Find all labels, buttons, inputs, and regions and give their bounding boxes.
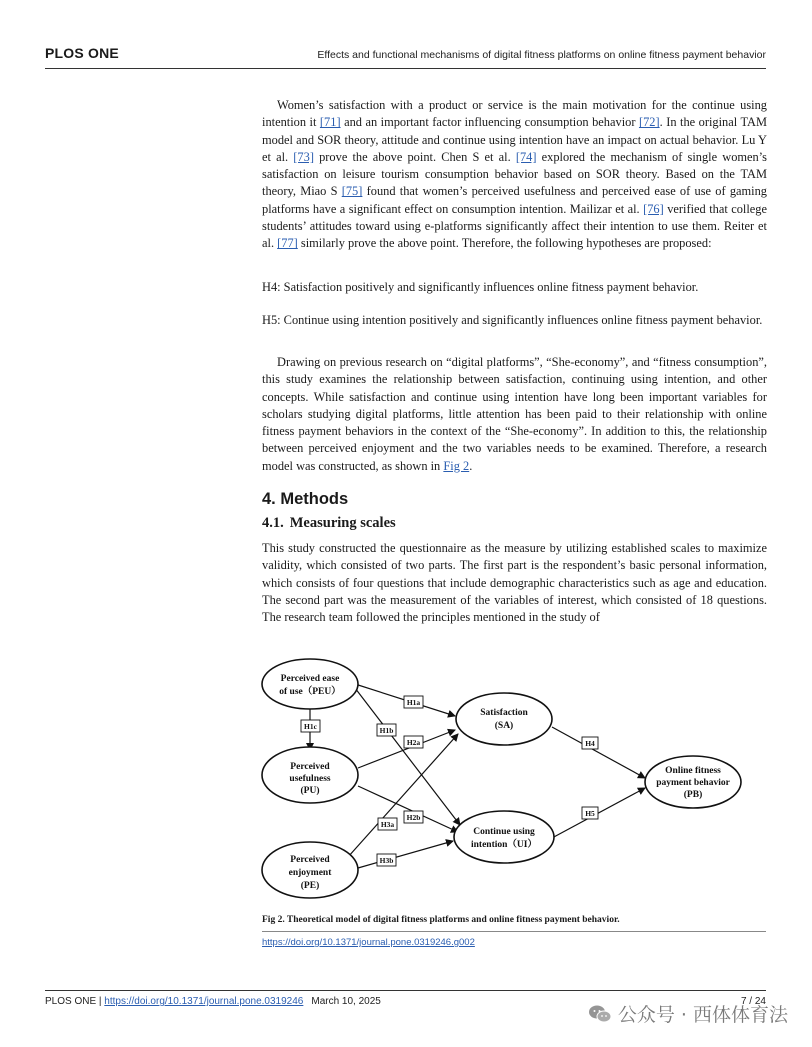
citation-link[interactable]: [74] <box>515 149 537 164</box>
text: Women’s satisfaction with a product or service is the main motivation for the continue using intention it <box>262 98 767 130</box>
citation-link[interactable]: [71] <box>319 115 341 130</box>
text: Drawing on previous research on “digital platforms”, “She-economy”, and “fitness consumption”, this study examines the relationship between satisfaction, continuing using intention, and other concepts. While satisfaction and continue using intention have long been important variables for scholars studying digital platforms, little attention has been paid to their relationship with online fitness payment behaviors in the context of the “She-economy”. In addition to this, the relationship between perceived enjoyment and the two variables needs to be examined. Therefore, a research model was constructed, as shown in <box>262 355 767 473</box>
watermark-text: 公众号 · 西体体育法 <box>617 1004 788 1026</box>
node-pu-label: (PU) <box>300 786 320 796</box>
node-pb-label: (PB) <box>683 790 703 800</box>
path-label-h2b: H2b <box>406 813 421 822</box>
citation-link[interactable]: [76] <box>643 201 664 216</box>
page-number: 7 / 24 <box>740 996 766 1007</box>
footer-date: March 10, 2025 <box>311 996 381 1007</box>
figure-caption: Fig 2. Theoretical model of digital fitness platforms and online fitness payment behavior. <box>262 915 620 925</box>
node-ui-label: intention（UI） <box>471 840 537 850</box>
node-pe-label: enjoyment <box>288 868 332 878</box>
paragraph-measuring <box>262 540 767 626</box>
node-peu-label: of use（PEU） <box>279 687 341 697</box>
path-h2b <box>358 786 458 832</box>
subsection-number: 4.1. <box>262 515 284 531</box>
text: verified that college students’ attitudes toward using e-platforms significantly affect their intention to use them. Reiter et al. <box>262 201 767 251</box>
caption-rule <box>262 931 766 932</box>
text: prove the above point. Chen S et al. <box>313 149 516 164</box>
footer-doi-link[interactable]: https://doi.org/10.1371/journal.pone.0319246 <box>104 996 304 1007</box>
paragraph-research-model <box>262 354 767 475</box>
model-diagram <box>255 650 765 910</box>
node-pe-label: (PE) <box>300 881 320 891</box>
path-label-h1a: H1a <box>406 698 421 707</box>
node-sa-label: Satisfaction <box>480 708 528 718</box>
path-h3b <box>358 841 453 868</box>
figure-doi-link[interactable]: https://doi.org/10.1371/journal.pone.0319246.g002 <box>262 937 475 948</box>
running-title: Effects and functional mechanisms of digital fitness platforms on online fitness payment behavior <box>317 49 766 61</box>
path-label-h1c: H1c <box>304 722 317 731</box>
figure-theoretical-model <box>255 650 765 910</box>
watermark <box>588 1000 788 1027</box>
hypothesis-text: H5: Continue using intention positively and significantly influences online fitness payment behavior. <box>262 313 763 327</box>
text: similarly prove the above point. Therefore, the following hypotheses are proposed: <box>297 236 712 251</box>
section-heading: 4. Methods <box>262 490 349 508</box>
paragraph-satisfaction <box>262 97 767 253</box>
path-h3a <box>348 734 458 857</box>
citation-link[interactable]: [72] <box>638 115 660 130</box>
footer-journal: PLOS ONE | <box>45 996 105 1007</box>
citation-link[interactable]: [73] <box>293 149 314 164</box>
node-pb-label: payment behavior <box>656 778 730 788</box>
text: explored the mechanism of single women’s satisfaction on leisure tourism consumption behavior based on SOR theory. Based on the TAM theory, Miao S <box>262 149 767 199</box>
path-label-h1b: H1b <box>379 726 394 735</box>
text: and an important factor influencing consumption behavior <box>340 115 639 130</box>
path-label-h3b: H3b <box>379 856 394 865</box>
path-label-h5: H5 <box>585 809 595 818</box>
node-pe-label: Perceived <box>290 855 330 865</box>
paragraph-text: This study constructed the questionnaire as the measure by utilizing established scales to maximize validity, which consisted of two parts. The first part is the respondent’s basic personal information, which consists of four questions that include demographic characteristics such as age and education. The second part was the measurement of the variables of interest, which consisted of 18 questions. The research team followed the principles mentioned in the study of <box>262 541 767 625</box>
node-sa-label: (SA) <box>494 721 514 731</box>
node-pb-label: Online fitness <box>665 766 721 776</box>
text: found that women’s perceived usefulness and perceived ease of use of gaming platforms have a significant effect on consumption intention. Mailizar et al. <box>262 184 767 216</box>
wechat-icon <box>588 1004 612 1024</box>
hypothesis-h4 <box>262 279 767 296</box>
hypothesis-h5 <box>262 312 767 329</box>
node-pu-label: Perceived <box>290 762 330 772</box>
subsection-heading <box>262 515 396 532</box>
text: . <box>469 458 473 473</box>
path-h1b <box>355 688 460 825</box>
path-label-h3a: H3a <box>380 820 395 829</box>
journal-name: PLOS ONE <box>45 45 119 61</box>
header-rule <box>45 68 766 69</box>
path-label-h4: H4 <box>585 739 595 748</box>
text: . In the original TAM model and SOR theory, attitude and continue using intention have an impact on actual behavior. Lu Y et al. <box>262 115 767 164</box>
hypothesis-text: H4: Satisfaction positively and significantly influences online fitness payment behavior. <box>262 280 699 294</box>
citation-link[interactable]: [77] <box>277 236 298 251</box>
path-h4 <box>552 727 645 778</box>
figure-link[interactable]: Fig 2 <box>443 458 470 473</box>
node-sa <box>456 693 552 745</box>
node-ui-label: Continue using <box>473 827 535 837</box>
footer-rule <box>45 990 766 991</box>
citation-link[interactable]: [75] <box>341 184 363 199</box>
node-peu <box>262 659 358 709</box>
node-ui <box>454 811 554 863</box>
path-label-h2a: H2a <box>406 738 421 747</box>
path-h5 <box>552 788 645 838</box>
subsection-title: Measuring scales <box>289 515 396 531</box>
node-peu-label: Perceived ease <box>280 674 340 684</box>
footer <box>45 996 381 1007</box>
node-pu-label: usefulness <box>289 774 331 784</box>
